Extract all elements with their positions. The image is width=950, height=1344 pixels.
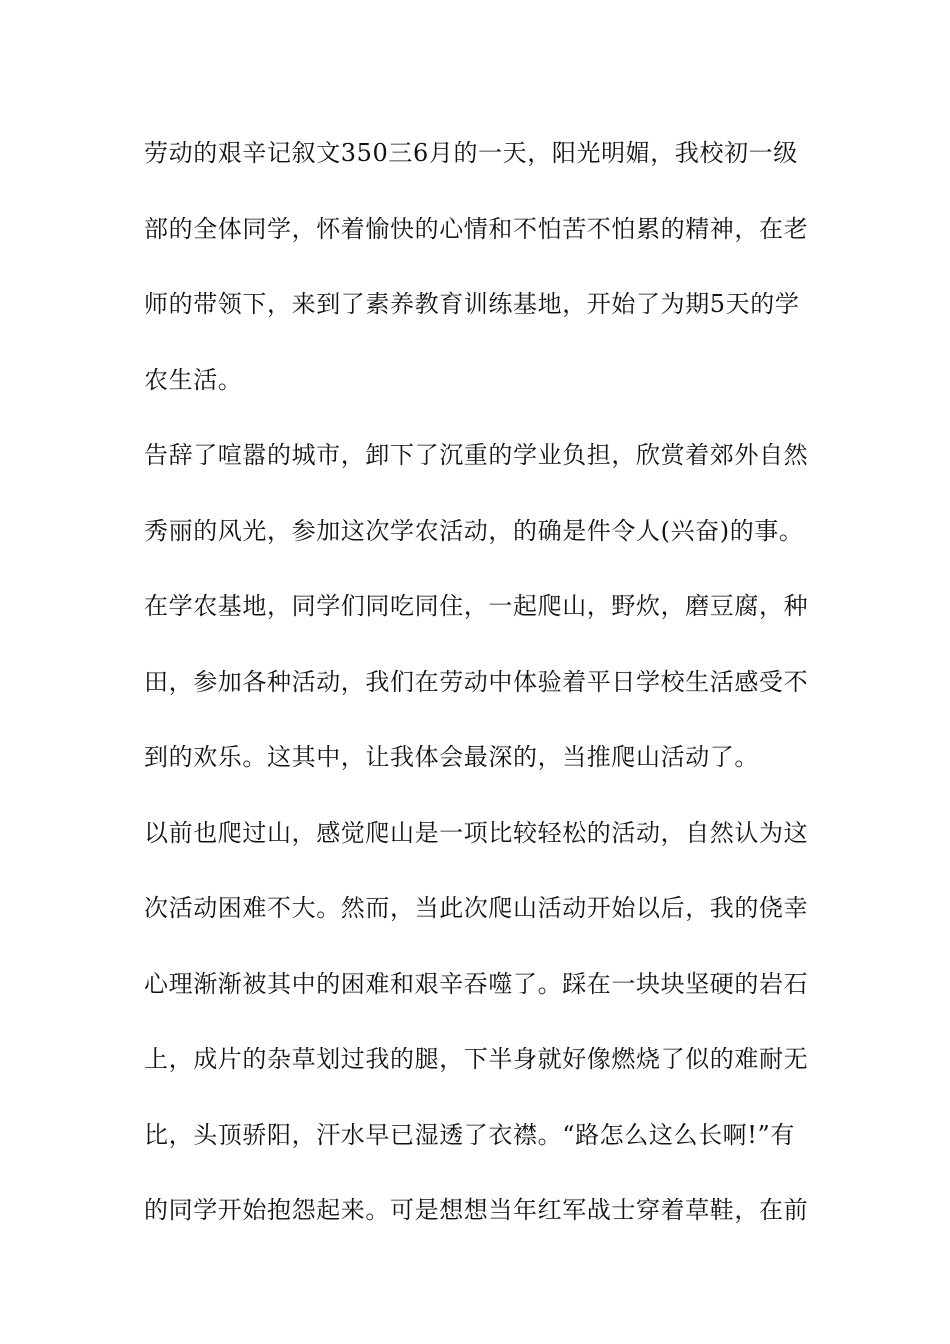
text-line: 师的带领下，来到了素养教育训练基地，开始了为期5天的学 [144,290,800,318]
text-line: 田，参加各种活动，我们在劳动中体验着平日学校生活感受不 [144,667,809,696]
text-line: 到的欢乐。这其中，让我体会最深的，当推爬山活动了。 [144,743,759,771]
text-line: 的同学开始抱怨起来。可是想想当年红军战士穿着草鞋，在前 [144,1196,809,1224]
text-line: 上，成片的杂草划过我的腿，下半身就好像燃烧了似的难耐无 [144,1045,809,1073]
text-line: 部的全体同学，怀着愉快的心情和不怕苦不怕累的精神，在老 [144,214,809,243]
text-line: 比，头顶骄阳，汗水早已湿透了衣襟。“路怎么这么长啊!”有 [144,1120,795,1149]
text-line: 秀丽的风光，参加这次学农活动，的确是件令人(兴奋)的事。 [144,516,804,545]
text-line: 在学农基地，同学们同吃同住，一起爬山，野炊，磨豆腐，种 [144,592,809,620]
text-line: 农生活。 [144,365,243,394]
body-text [144,131,824,1264]
text-line: 以前也爬过山，感觉爬山是一项比较轻松的活动，自然认为这 [144,818,809,847]
text-line: 劳动的艰辛记叙文350三6月的一天，阳光明媚，我校初一级 [144,139,798,167]
text-line: 告辞了喧嚣的城市，卸下了沉重的学业负担，欣赏着郊外自然 [144,441,809,469]
text-line: 心理渐渐被其中的困难和艰辛吞噬了。踩在一块块坚硬的岩石 [144,969,809,998]
text-line: 次活动困难不大。然而，当此次爬山活动开始以后，我的侥幸 [144,894,809,922]
